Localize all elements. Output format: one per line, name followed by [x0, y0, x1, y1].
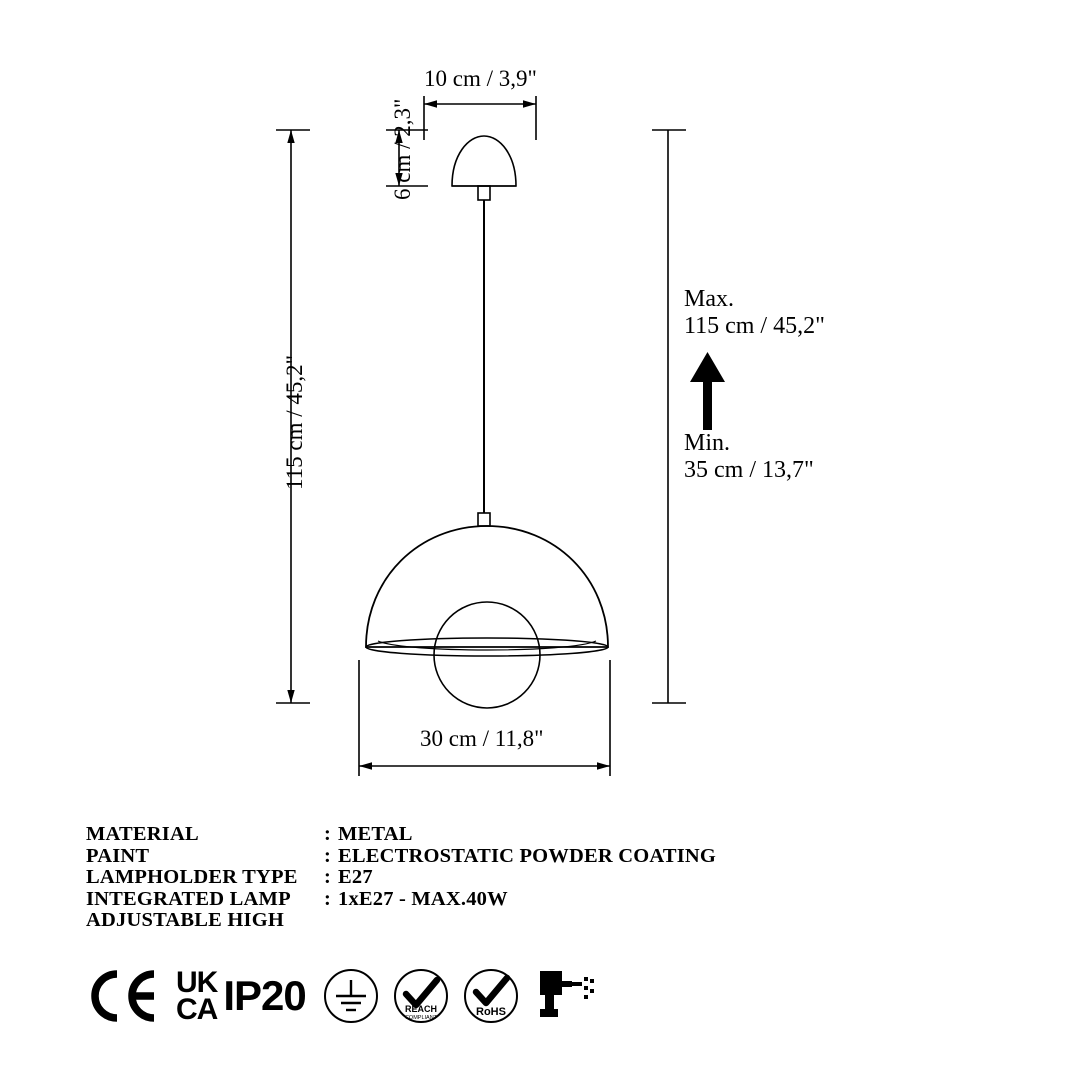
spec-row-material [86, 824, 716, 846]
svg-text:REACH: REACH [404, 1004, 437, 1014]
spec-colon: : [324, 823, 332, 845]
reach-compliant-icon [392, 967, 450, 1025]
spec-key: PAINT [86, 844, 150, 867]
min-value-label: 35 cm / 13,7" [684, 457, 814, 483]
earth-ground-icon [322, 967, 380, 1025]
canopy-width-label: 10 cm / 3,9" [424, 66, 537, 91]
spec-value: ELECTROSTATIC POWDER COATING [338, 844, 717, 867]
ip-rating-label: IP20 [223, 972, 306, 1019]
spec-colon: : [324, 844, 332, 867]
spec-key: ADJUSTABLE HIGH [86, 909, 284, 931]
shade-width-label: 30 cm / 11,8" [420, 726, 544, 751]
ukca-line-2: CA [176, 993, 218, 1026]
spec-colon: : [324, 866, 332, 888]
spec-key: LAMPHOLDER TYPE [86, 866, 298, 888]
min-label: Min. [684, 430, 731, 456]
spec-value: 1xE27 - MAX.40W [338, 887, 508, 910]
lamp-illustration [366, 136, 608, 708]
ce-mark-icon [84, 968, 162, 1024]
svg-text:COMPLIANT: COMPLIANT [404, 1015, 437, 1021]
spec-key: INTEGRATED LAMP [86, 887, 291, 910]
spec-row-paint [86, 846, 716, 868]
total-height-label: 115 cm / 45,2" [282, 354, 307, 490]
canopy-height-label: 6 cm / 2,3" [390, 98, 415, 200]
spec-key: MATERIAL [86, 823, 199, 845]
certification-badge-row [84, 960, 596, 1032]
adjustable-up-arrow [690, 352, 725, 430]
spec-colon: : [324, 887, 332, 910]
svg-text:RoHS: RoHS [475, 1006, 506, 1018]
spec-row-integrated-lamp [86, 889, 716, 911]
spec-row-lampholder-type [86, 867, 716, 889]
max-value-label: 115 cm / 45,2" [684, 313, 825, 339]
ukca-mark-icon [176, 966, 218, 1026]
specifications-list [86, 824, 716, 932]
spec-value: METAL [338, 823, 413, 845]
rohs-icon [462, 967, 520, 1025]
spec-row-adjustable-high [86, 910, 716, 932]
ukca-line-1: UK [176, 966, 218, 999]
powder-coating-spray-gun-icon [532, 965, 596, 1027]
spec-value: E27 [338, 866, 373, 888]
max-label: Max. [684, 286, 734, 312]
